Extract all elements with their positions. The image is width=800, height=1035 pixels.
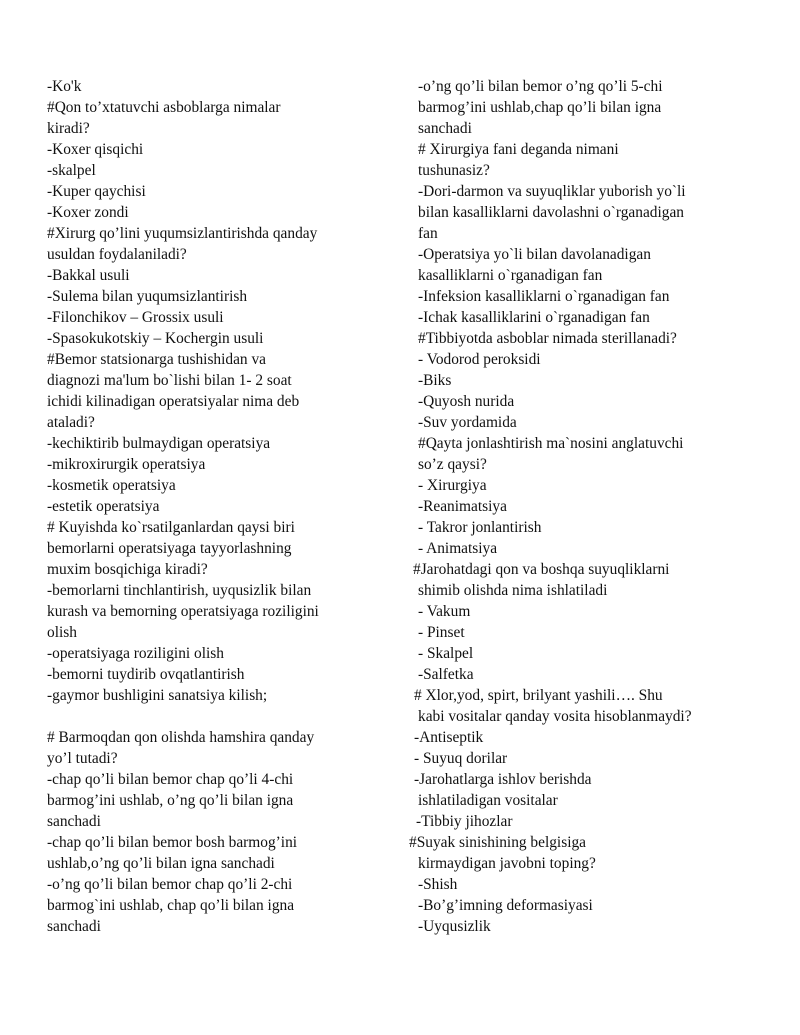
text-line: -Salfetka (418, 666, 474, 683)
text-line: -mikroxirurgik operatsiya (47, 456, 206, 473)
text-line: yo’l tutadi? (47, 750, 118, 767)
text-line: -gaymor bushligini sanatsiya kilish; (47, 687, 268, 704)
text-line: - Takror jonlantirish (418, 519, 542, 536)
right-column (409, 76, 759, 937)
text-line: -chap qo’li bilan bemor chap qo’li 4-chi (47, 771, 294, 788)
text-line: - Suyuq dorilar (414, 750, 508, 767)
text-line: - Vodorod peroksidi (418, 351, 541, 368)
text-line: kurash va bemorning operatsiyaga roziligini (47, 603, 319, 620)
text-line: -Biks (418, 372, 452, 389)
text-line: diagnozi ma'lum bo`lishi bilan 1- 2 soat (47, 372, 292, 389)
text-line: sanchadi (47, 918, 101, 935)
text-line: -kosmetik operatsiya (47, 477, 176, 494)
text-line: -Sulema bilan yuqumsizlantirish (47, 288, 248, 305)
text-line: -Bo’g’imning deformasiyasi (418, 897, 593, 914)
text-line: -chap qo’li bilan bemor bosh barmog’ini (47, 834, 298, 851)
question-line: # Barmoqdan qon olishda hamshira qanday (47, 729, 315, 746)
text-line: -Dori-darmon va suyuqliklar yuborish yo`li (418, 183, 686, 200)
text-line: muxim bosqichiga kiradi? (47, 561, 208, 578)
text-line: kasalliklarni o`rganadigan fan (418, 267, 603, 284)
text-line: ushlab,o’ng qo’li bilan igna sanchadi (47, 855, 275, 872)
text-line: -Ko'k (47, 78, 82, 95)
text-line: -o’ng qo’li bilan bemor o’ng qo’li 5-chi (418, 78, 663, 95)
text-line: -Filonchikov – Grossix usuli (47, 309, 224, 326)
text-line: -Quyosh nurida (418, 393, 515, 410)
text-line: kabi vositalar qanday vosita hisoblanmaydi? (418, 708, 692, 725)
text-line: -Ichak kasalliklarini o`rganadigan fan (418, 309, 650, 326)
text-line: bemorlarni operatsiyaga tayyorlashning (47, 540, 292, 557)
question-line: #Jarohatdagi qon va boshqa suyuqliklarni (413, 561, 670, 578)
question-line: #Qon to’xtatuvchi asboblarga nimalar (47, 99, 281, 116)
text-line: kiradi? (47, 120, 90, 137)
text-line: -operatsiyaga roziligini olish (47, 645, 224, 662)
text-line: -Operatsiya yo`li bilan davolanadigan (418, 246, 651, 263)
text-line: - Xirurgiya (418, 477, 487, 494)
text-line: olish (47, 624, 77, 641)
text-line: ichidi kilinadigan operatsiyalar nima deb (47, 393, 300, 410)
text-line: - Pinset (418, 624, 465, 641)
text-line: -Shish (418, 876, 458, 893)
text-line: - Animatsiya (418, 540, 498, 557)
text-line: ishlatiladigan vositalar (418, 792, 558, 809)
text-line: -Tibbiy jihozlar (416, 813, 513, 830)
blank-line (47, 706, 392, 727)
text-line: -o’ng qo’li bilan bemor chap qo’li 2-chi (47, 876, 293, 893)
text-line: -estetik operatsiya (47, 498, 160, 515)
question-line: #Xirurg qo’lini yuqumsizlantirishda qanday (47, 225, 318, 242)
question-line: #Bemor statsionarga tushishidan va (47, 351, 267, 368)
text-line: barmog’ini ushlab,chap qo’li bilan igna (418, 99, 662, 116)
question-line: # Xirurgiya fani deganda nimani (418, 141, 619, 158)
text-line: -bemorni tuydirib ovqatlantirish (47, 666, 245, 683)
text-line: shimib olishda nima ishlatiladi (418, 582, 608, 599)
text-line: -Bakkal usuli (47, 267, 130, 284)
text-line: barmog’ini ushlab, o’ng qo’li bilan igna (47, 792, 294, 809)
question-line: #Tibbiyotda asboblar nimada sterillanadi? (418, 330, 677, 347)
text-line: -Antiseptik (414, 729, 484, 746)
text-line: barmog`ini ushlab, chap qo’li bilan igna (47, 897, 295, 914)
question-line: #Qayta jonlashtirish ma`nosini anglatuvchi (418, 435, 684, 452)
text-line: -Koxer qisqichi (47, 141, 144, 158)
text-line: tushunasiz? (418, 162, 490, 179)
question-line: #Suyak sinishining belgisiga (409, 834, 586, 851)
text-line: fan (418, 225, 438, 242)
text-line: - Vakum (418, 603, 471, 620)
question-line: # Xlor,yod, spirt, brilyant yashili…. Shu (414, 687, 663, 704)
text-line: sanchadi (418, 120, 472, 137)
text-line: sanchadi (47, 813, 101, 830)
text-line: usuldan foydalaniladi? (47, 246, 187, 263)
text-line: -Jarohatlarga ishlov berishda (414, 771, 592, 788)
text-line: so’z qaysi? (418, 456, 487, 473)
text-line: -Kuper qaychisi (47, 183, 146, 200)
text-line: - Skalpel (418, 645, 474, 662)
text-line: -Suv yordamida (418, 414, 517, 431)
text-line: -skalpel (47, 162, 96, 179)
text-line: -Reanimatsiya (418, 498, 507, 515)
text-line: bilan kasalliklarni davolashni o`rganadigan (418, 204, 684, 221)
text-line: ataladi? (47, 414, 95, 431)
text-line: -kechiktirib bulmaydigan operatsiya (47, 435, 271, 452)
text-line: -Infeksion kasalliklarni o`rganadigan fan (418, 288, 670, 305)
text-line: -Koxer zondi (47, 204, 129, 221)
text-line: -Uyqusizlik (418, 918, 491, 935)
text-line: kirmaydigan javobni toping? (418, 855, 596, 872)
text-line: -Spasokukotskiy – Kochergin usuli (47, 330, 264, 347)
question-line: # Kuyishda ko`rsatilganlardan qaysi biri (47, 519, 295, 536)
left-column (47, 76, 392, 937)
text-line: -bemorlarni tinchlantirish, uyqusizlik bilan (47, 582, 312, 599)
